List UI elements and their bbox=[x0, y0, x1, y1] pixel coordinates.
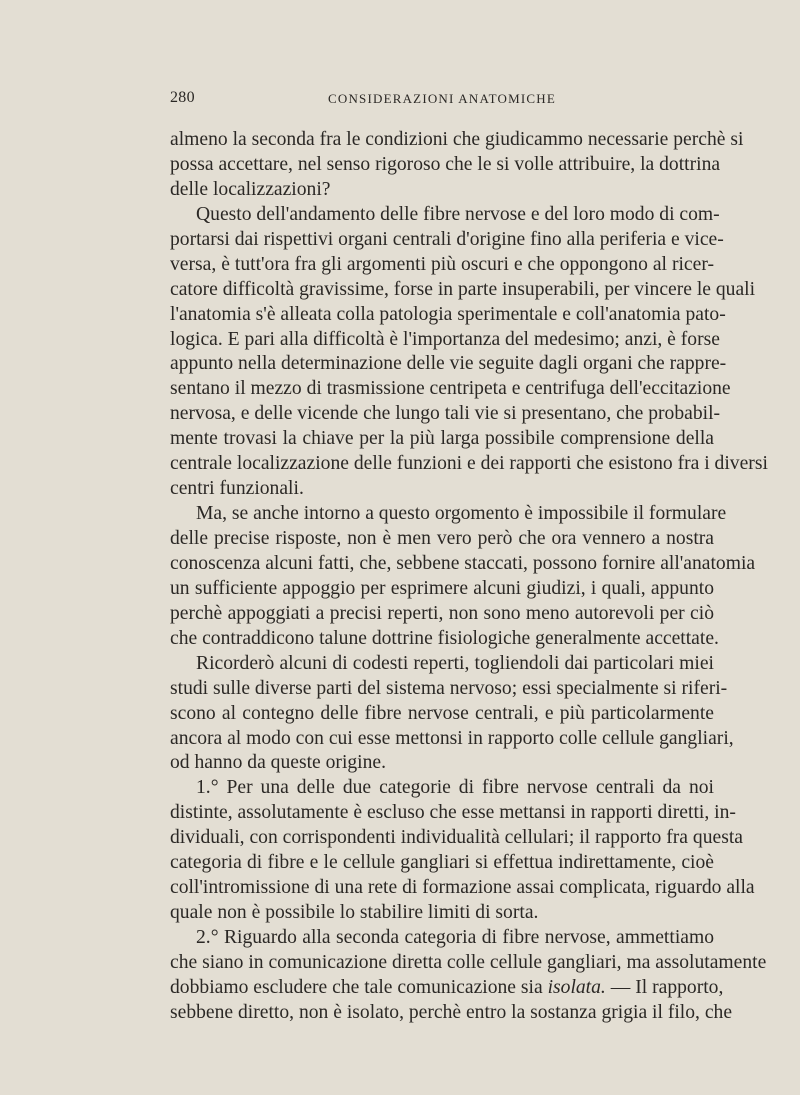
text-fragment: dobbiamo escludere che tale comunicazione sia bbox=[170, 976, 543, 998]
text-line: che siano in comunicazione diretta colle cellule gangliari, ma assolutamente bbox=[170, 951, 767, 973]
body-text bbox=[170, 128, 768, 1026]
text-line: portarsi dai rispettivi organi centrali d'origine fino alla periferia e vice- bbox=[170, 228, 724, 250]
text-line: Questo dell'andamento delle fibre nervose e del loro modo di com- bbox=[196, 203, 720, 225]
text-line: sebbene diretto, non è isolato, perchè entro la sostanza grigia il filo, che bbox=[170, 1001, 733, 1023]
text-line: categoria di fibre e le cellule gangliari si effettua indirettamente, cioè bbox=[170, 852, 714, 874]
text-line: Ma, se anche intorno a questo orgomento è impossibile il formulare bbox=[196, 503, 727, 525]
text-line: centrale localizzazione delle funzioni e dei rapporti che esistono fra i diversi bbox=[170, 453, 768, 475]
text-line: logica. E pari alla difficoltà è l'importanza del medesimo; anzi, è forse bbox=[170, 328, 720, 350]
text-line: appunto nella determinazione delle vie seguite dagli organi che rappre- bbox=[170, 353, 727, 375]
text-line: centri funzionali. bbox=[170, 478, 304, 500]
text-line: dividuali, con corrispondenti individualità cellulari; il rapporto fra questa bbox=[170, 827, 743, 849]
text-line: l'anatomia s'è alleata colla patologia sperimentale e coll'anatomia pato- bbox=[170, 303, 726, 325]
page-number: 280 bbox=[170, 89, 195, 106]
page-header bbox=[170, 89, 714, 113]
text-line: versa, è tutt'ora fra gli argomenti più oscuri e che oppongono al ricer- bbox=[170, 253, 714, 275]
text-line: un sufficiente appoggio per esprimere alcuni giudizi, i quali, appunto bbox=[170, 577, 714, 599]
text-line bbox=[170, 976, 724, 1001]
text-line: ancora al modo con cui esse mettonsi in rapporto colle cellule gangliari, bbox=[170, 727, 734, 749]
text-line: quale non è possibile lo stabilire limiti di sorta. bbox=[170, 902, 539, 924]
text-line: Ricorderò alcuni di codesti reperti, togliendoli dai particolari miei bbox=[196, 652, 714, 674]
text-line: 1.° Per una delle due categorie di fibre nervose centrali da noi bbox=[196, 777, 714, 799]
text-line: perchè appoggiati a precisi reperti, non sono meno autorevoli per ciò bbox=[170, 602, 714, 624]
text-line: studi sulle diverse parti del sistema nervoso; essi specialmente si riferi- bbox=[170, 677, 728, 699]
text-line: mente trovasi la chiave per la più larga possibile comprensione della bbox=[170, 428, 714, 450]
text-line: delle precise risposte, non è men vero però che ora vennero a nostra bbox=[170, 528, 714, 549]
text-line: scono al contegno delle fibre nervose centrali, e più particolarmente bbox=[170, 702, 714, 724]
text-line: conoscenza alcuni fatti, che, sebbene staccati, possono fornire all'anatomia bbox=[170, 552, 756, 574]
text-line: distinte, assolutamente è escluso che esse mettansi in rapporti diretti, in- bbox=[170, 802, 736, 824]
text-line: possa accettare, nel senso rigoroso che le si volle attribuire, la dottrina bbox=[170, 153, 721, 175]
text-line: od hanno da queste origine. bbox=[170, 752, 387, 774]
text-fragment: — Il rapporto, bbox=[610, 976, 724, 998]
text-line: che contraddicono talune dottrine fisiologiche generalmente accettate. bbox=[170, 627, 719, 649]
text-line: nervosa, e delle vicende che lungo tali vie si presentano, che probabil- bbox=[170, 403, 721, 425]
text-line: 2.° Riguardo alla seconda categoria di fibre nervose, ammettiamo bbox=[196, 927, 714, 948]
text-line: coll'intromissione di una rete di formazione assai complicata, riguardo alla bbox=[170, 877, 755, 899]
text-line: delle localizzazioni? bbox=[170, 178, 331, 200]
text-line: almeno la seconda fra le condizioni che giudicammo necessarie perchè si bbox=[170, 129, 744, 150]
italic-word: isolata. bbox=[547, 976, 606, 998]
text-line: catore difficoltà gravissime, forse in parte insuperabili, per vincere le quali bbox=[170, 278, 756, 300]
text-line: sentano il mezzo di trasmissione centripeta e centrifuga dell'eccitazione bbox=[170, 378, 731, 400]
running-title: CONSIDERAZIONI ANATOMICHE bbox=[327, 91, 556, 106]
